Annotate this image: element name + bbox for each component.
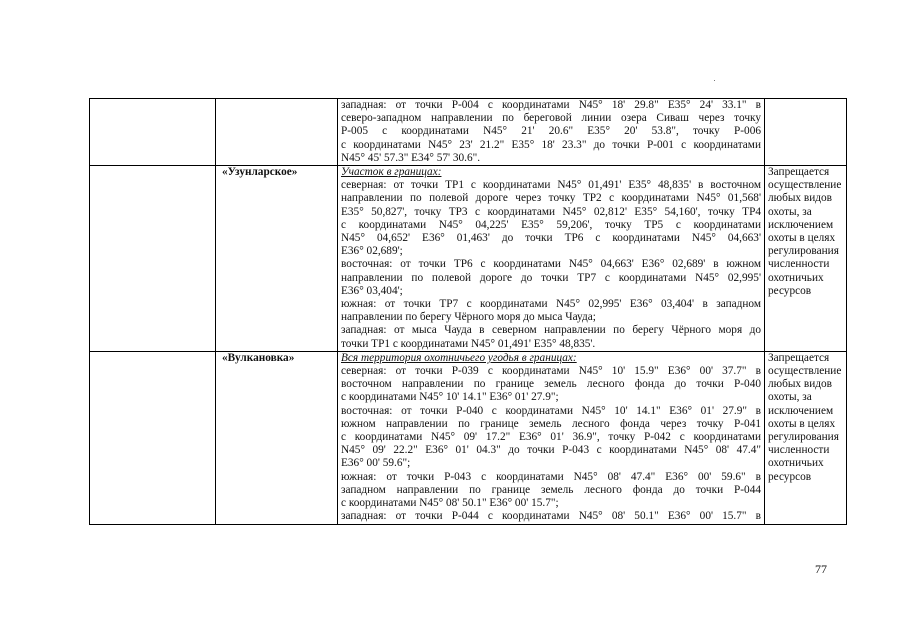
restriction-line: любых видов — [768, 192, 832, 205]
restriction-line: охоты в целях — [768, 417, 836, 430]
restriction-line: исключением — [768, 218, 834, 231]
boundary-description — [338, 166, 765, 352]
boundary-line: с координатами N45° 23' 21.2" E35° 18' 23.3" до точки Р-001 с координатами — [341, 138, 761, 151]
boundary-line: северо-западном направлении по береговой линии озера Сиваш через точку — [341, 112, 761, 125]
ground-name: «Вулкановка» — [216, 351, 338, 524]
boundary-line: N45° 45' 57.3" E34° 57' 30.6". — [341, 151, 481, 164]
table-row — [90, 351, 847, 524]
boundary-line: E36° 02,689'; — [341, 245, 403, 258]
boundary-line: направлении по берегу Чёрного моря до мыса Чауда; — [341, 311, 596, 324]
table-row — [90, 99, 847, 166]
table-row — [90, 166, 847, 352]
boundary-line: западная: от точки Р-044 с координатами N45° 08' 50.1" E36° 00' 15.7" в — [341, 510, 761, 523]
boundary-line: южная: от точки Р-043 с координатами N45° 08' 47.4" E36° 00' 59.6" в — [341, 470, 761, 483]
boundary-description — [338, 351, 765, 524]
restriction-cell — [765, 166, 847, 352]
restriction-cell — [765, 99, 847, 166]
restriction-line: осуществление — [768, 179, 842, 192]
restriction-line: регулирования — [768, 245, 839, 258]
restriction-line: регулирования — [768, 431, 839, 444]
restriction-line: численности — [768, 444, 830, 457]
boundary-line: западном направлении по границе земель лесного фонда до точки Р-044 — [341, 483, 761, 496]
restriction-cell — [765, 351, 847, 524]
boundary-subtitle: Вся территория охотничьего угодья в границах: — [341, 351, 577, 364]
hunting-grounds-table — [89, 98, 847, 525]
restriction-line: исключением — [768, 404, 834, 417]
boundary-line: направлении по полевой дороге через точку ТР2 с координатами N45° 01,568' — [341, 192, 761, 205]
restriction-line: охотничьих — [768, 271, 824, 284]
ground-name: «Узунларское» — [216, 166, 338, 352]
boundary-line: направлении по полевой дороге до точки ТР7 с координатами N45° 02,995' — [341, 271, 761, 284]
boundary-line: северная: от точки Р-039 с координатами N45° 10' 15.9" E36° 00' 37.7" в — [341, 365, 761, 378]
scan-speck — [714, 80, 715, 81]
page-number: 77 — [815, 562, 827, 576]
boundary-line: восточном направлении по границе земель лесного фонда до точки Р-040 — [341, 378, 761, 391]
restriction-line: осуществление — [768, 365, 842, 378]
boundary-line: южном направлении по границе земель лесного фонда через точку Р-041 — [341, 417, 761, 430]
boundary-line: точки ТР1 с координатами N45° 01,491' E35° 48,835'. — [341, 337, 596, 350]
restriction-line: ресурсов — [768, 284, 812, 297]
boundary-line: западная: от точки Р-004 с координатами N45° 18' 29.8" E35° 24' 33.1" в — [341, 99, 761, 111]
restriction-line: ресурсов — [768, 470, 812, 483]
boundary-line: E35° 50,827', точку ТР3 с координатами N45° 02,812' E35° 54,160', точку ТР4 — [341, 205, 761, 218]
boundary-line: E36° 00' 59.6"; — [341, 457, 411, 470]
ground-name — [216, 99, 338, 166]
boundary-line: с координатами N45° 09' 17.2" E36° 01' 36.9", точку Р-042 с координатами — [341, 431, 761, 444]
boundary-line: с координатами N45° 10' 14.1" E36° 01' 27.9"; — [341, 391, 559, 404]
empty-cell — [90, 99, 216, 166]
restriction-line: Запрещается — [768, 351, 830, 364]
boundary-line: западная: от мыса Чауда в северном направлении по берегу Чёрного моря до — [341, 324, 761, 337]
boundary-line: с координатами N45° 04,225' E35° 59,206', точку ТР5 с координатами — [341, 218, 761, 231]
restriction-line: численности — [768, 258, 830, 271]
boundary-line: восточная: от точки ТР6 с координатами N45° 04,663' E36° 02,689' в южном — [341, 258, 761, 271]
boundary-line: восточная: от точки Р-040 с координатами N45° 10' 14.1" E36° 01' 27.9" в — [341, 404, 761, 417]
restriction-line: охотничьих — [768, 457, 824, 470]
boundary-line: E36° 03,404'; — [341, 284, 403, 297]
restriction-line: охоты в целях — [768, 232, 836, 245]
restriction-line: любых видов — [768, 378, 832, 391]
boundary-line: N45° 09' 22.2" E36° 01' 04.3" до точки Р-043 с координатами N45° 08' 47.4" — [341, 444, 761, 457]
boundary-line: N45° 04,652' E36° 01,463' до точки ТР6 с координатами N45° 04,663' — [341, 232, 761, 245]
restriction-line: Запрещается — [768, 166, 830, 179]
boundary-line: северная: от точки ТР1 с координатами N45° 01,491' E35° 48,835' в восточном — [341, 179, 761, 192]
boundary-subtitle: Участок в границах: — [341, 166, 442, 179]
restriction-line: охоты, за — [768, 205, 812, 218]
boundary-description — [338, 99, 765, 166]
boundary-line: с координатами N45° 08' 50.1" E36° 00' 15.7"; — [341, 497, 559, 510]
restriction-line: охоты, за — [768, 391, 812, 404]
empty-cell — [90, 351, 216, 524]
empty-cell — [90, 166, 216, 352]
boundary-line: Р-005 с координатами N45° 21' 20.6" E35° 20' 53.8", точку Р-006 — [341, 125, 761, 138]
boundary-line: южная: от точки ТР7 с координатами N45° 02,995' E36° 03,404' в западном — [341, 298, 761, 311]
